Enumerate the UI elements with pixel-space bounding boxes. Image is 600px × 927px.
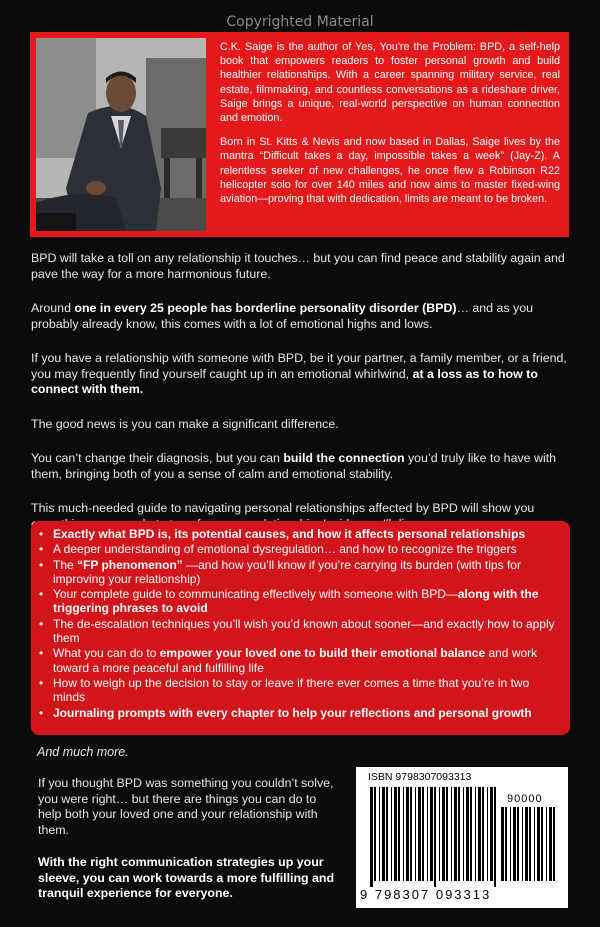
barcode-digits: 9 798307 093313 <box>360 887 492 902</box>
features-list-box <box>31 521 570 735</box>
body-paragraph: You can’t change their diagnosis, but you can build the connection you’d truly like to have with them, bringing both of you a sense of calm and emotional stability. <box>31 451 557 481</box>
author-photo <box>36 38 206 231</box>
body-paragraph: Around one in every 25 people has borderline personality disorder (BPD)… and as you probably already know, this comes with a lot of emotional highs and lows. <box>31 301 534 331</box>
barcode-bars <box>370 787 498 887</box>
author-bio-box <box>30 32 569 237</box>
isbn-barcode <box>356 767 568 908</box>
author-bio-text <box>220 40 560 216</box>
bullet-glyph: • <box>39 542 44 557</box>
bullet-glyph: • <box>39 705 44 720</box>
bullet-glyph: • <box>39 675 44 690</box>
feature-item: • The de-escalation techniques you’ll wish you’d known about sooner—and exactly how to apply them <box>39 616 555 646</box>
feature-item: • Exactly what BPD is, its potential causes, and how it affects personal relationships <box>39 527 526 541</box>
features-list <box>39 527 560 720</box>
feature-item: • How to weigh up the decision to stay or leave if there ever comes a time that you’re in two minds <box>39 675 530 705</box>
bullet-glyph: • <box>39 557 44 572</box>
body-paragraph: If you have a relationship with someone with BPD, be it your partner, a family member, or a friend, you may frequently find yourself caught up in an emotional whirlwind, at a loss as to how to connect with them. <box>31 351 567 396</box>
barcode-addon-bars <box>501 807 557 887</box>
copyright-watermark: Copyrighted Material <box>226 14 374 30</box>
closing-paragraph: If you thought BPD was something you couldn’t solve, you were right… but there are things you can do to help both your loved one and your relationship with them. <box>38 776 334 837</box>
description-body <box>31 251 571 551</box>
bullet-glyph: • <box>39 527 44 541</box>
bullet-glyph: • <box>39 587 44 602</box>
feature-item: • The “FP phenomenon” —and how you’ll know if you’re carrying its burden (with tips for improving your relationship) <box>39 557 521 586</box>
body-paragraph: The good news is you can make a significant difference. <box>31 416 339 431</box>
closing-text <box>38 776 338 919</box>
body-paragraph: This much-needed guide to navigating personal relationships affected by BPD will show you <box>31 501 535 515</box>
and-much-more: And much more. <box>37 745 129 759</box>
closing-bold-paragraph: With the right communication strategies up your sleeve, you can work towards a more fulfilling and tranquil experience for everyone. <box>38 855 335 900</box>
bio-paragraph: C.K. Saige is the author of Yes, You're the Problem: BPD, a self-help book that empowers readers to foster personal growth and build healthier relationships. With a career spanning military service, real estate, filmmaking, and countless conversations as a rideshare driver, Saige brings a unique, real-world perspective on human connection and emotion. <box>220 41 560 125</box>
feature-item: • A deeper understanding of emotional dysregulation… and how to recognize the triggers <box>39 542 517 557</box>
feature-item: • Your complete guide to communicating effectively with someone with BPD—along with the triggering phrases to avoid <box>39 587 539 616</box>
isbn-label: ISBN 9798307093313 <box>368 771 472 783</box>
bio-paragraph: Born in St. Kitts & Nevis and now based in Dallas, Saige lives by the mantra “Difficult takes a day, impossible takes a week” (Jay-Z). A relentless seeker of new challenges, he once flew a Robinson R22 helicopter solo for over 140 miles and now aims to master fixed-wing aviation—proving that with dedication, limits are meant to be broken. <box>220 136 560 206</box>
body-paragraph: BPD will take a toll on any relationship it touches… but you can find peace and stability again and pave the way for a more harmonious future. <box>31 251 565 281</box>
price-code: 90000 <box>507 793 543 805</box>
bullet-glyph: • <box>39 616 44 631</box>
feature-item: • What you can do to empower your loved one to build their emotional balance and work toward a more peaceful and fulfilling life <box>39 646 538 675</box>
feature-item: • Journaling prompts with every chapter to help your reflections and personal growth <box>39 705 532 720</box>
bullet-glyph: • <box>39 646 44 661</box>
